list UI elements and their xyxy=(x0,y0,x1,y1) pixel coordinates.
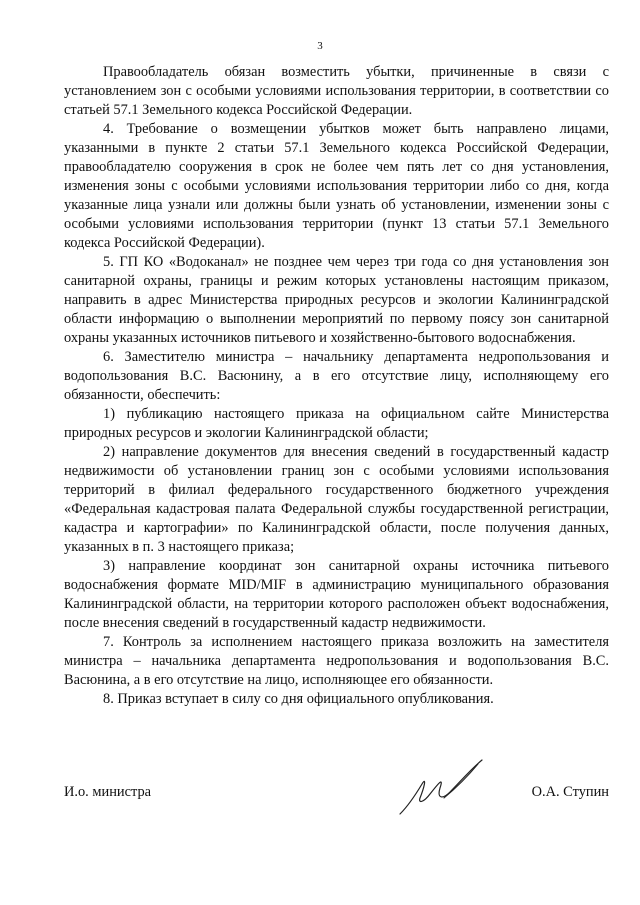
document-body xyxy=(64,63,609,709)
subitem-2-cadastre: 2) направление документов для внесения сведений в государственный кадастр недвижимости об установлении границ зон с особыми условиями использования территорий в филиал федерального государственного бюджетного учреждения «Федеральная кадастровая палата Федеральной службы государственной регистрации, кадастра и картографии» по Калининградской области, после получения данных, указанных в п. 3 настоящего приказа; xyxy=(64,444,609,555)
paragraph-damages: Правообладатель обязан возместить убытки, причиненные в связи с установлением зон с особыми условиями использования территории, в соответствии со статьей 57.1 Земельного кодекса Российской Федерации. xyxy=(64,64,609,118)
paragraph-8-effective: 8. Приказ вступает в силу со дня официального опубликования. xyxy=(103,691,494,707)
page-number: 3 xyxy=(317,40,323,52)
paragraph-6-deputy-minister: 6. Заместителю министра – начальнику департамента недропользования и водопользования В.С. Васюнину, а в его отсутствие лицу, исполняющему его обязанности, обеспечить: xyxy=(64,349,609,403)
subitem-1-publication: 1) публикацию настоящего приказа на официальном сайте Министерства природных ресурсов и экологии Калининградской области; xyxy=(64,406,609,441)
paragraph-7-control: 7. Контроль за исполнением настоящего приказа возложить на заместителя министра – начальника департамента недропользования и водопользования В.С. Васюнина, а в его отсутствие на лицо, исполняющее его обязанности. xyxy=(64,634,609,688)
subitem-3-coordinates: 3) направление координат зон санитарной охраны источника питьевого водоснабжения формате MID/MIF в администрацию муниципального образования Калининградской области, на территории которого расположен объект водоснабжения, после внесения сведений в государственный кадастр недвижимости. xyxy=(64,558,609,631)
signer-name: О.А. Ступин xyxy=(531,784,609,800)
paragraph-5-vodokanal: 5. ГП КО «Водоканал» не позднее чем через три года со дня установления зон санитарной охраны, границы и режим которых установлены настоящим приказом, направить в адрес Министерства природных ресурсов и экологии Калининградской области информацию о выполнении мероприятий по первому поясу зон санитарной охраны указанных источников питьевого и хозяйственно-бытового водоснабжения. xyxy=(64,254,609,346)
signer-title: И.о. министра xyxy=(64,784,152,800)
paragraph-4-compensation-claim: 4. Требование о возмещении убытков может быть направлено лицами, указанными в пункте 2 статьи 57.1 Земельного кодекса Российской Федерации, правообладателю сооружения в срок не более чем пять лет со дня установления, изменения зоны с особыми условиями использования территории либо со дня, когда указанные лица узнали или должны были узнать об установлении, изменении зоны с особыми условиями использования территории (пункт 13 статьи 57.1 Земельного кодекса Российской Федерации). xyxy=(64,121,609,251)
signature-block xyxy=(64,760,609,830)
handwritten-signature xyxy=(394,758,494,820)
